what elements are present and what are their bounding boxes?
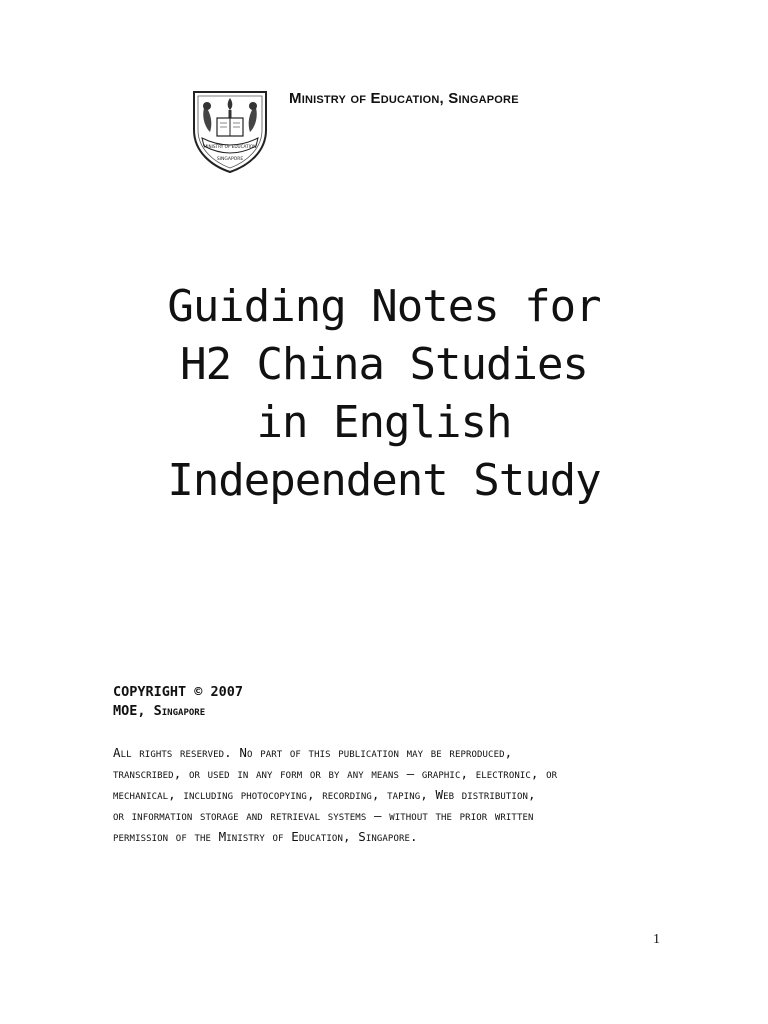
title-line: in English — [256, 397, 512, 448]
crest-base-text: SINGAPORE — [216, 157, 244, 162]
document-title — [0, 278, 768, 510]
title-line: H2 China Studies — [180, 339, 588, 390]
copyright-block — [113, 683, 243, 721]
rights-notice — [113, 742, 657, 847]
copyright-year: COPYRIGHT © 2007 — [113, 684, 244, 700]
moe-crest-icon — [190, 86, 270, 174]
copyright-owner: MOE, Singapore — [113, 703, 206, 719]
rights-line: transcribed, or used in any form or by any means – graphic, electronic, or — [113, 766, 558, 781]
page-number: 1 — [653, 932, 660, 947]
rights-line: mechanical, including photocopying, recording, taping, Web distribution, — [113, 787, 536, 802]
crest-banner-text: MINISTRY OF EDUCATION — [203, 144, 257, 149]
title-line: Independent Study — [167, 455, 601, 506]
rights-line: All rights reserved. No part of this publication may be reproduced, — [113, 745, 513, 760]
rights-line: or information storage and retrieval systems – without the prior written — [113, 808, 534, 823]
rights-line: permission of the Ministry of Education, Singapore. — [113, 829, 418, 844]
ministry-name: Ministry of Education, Singapore — [289, 90, 519, 107]
title-line: Guiding Notes for — [167, 281, 601, 332]
